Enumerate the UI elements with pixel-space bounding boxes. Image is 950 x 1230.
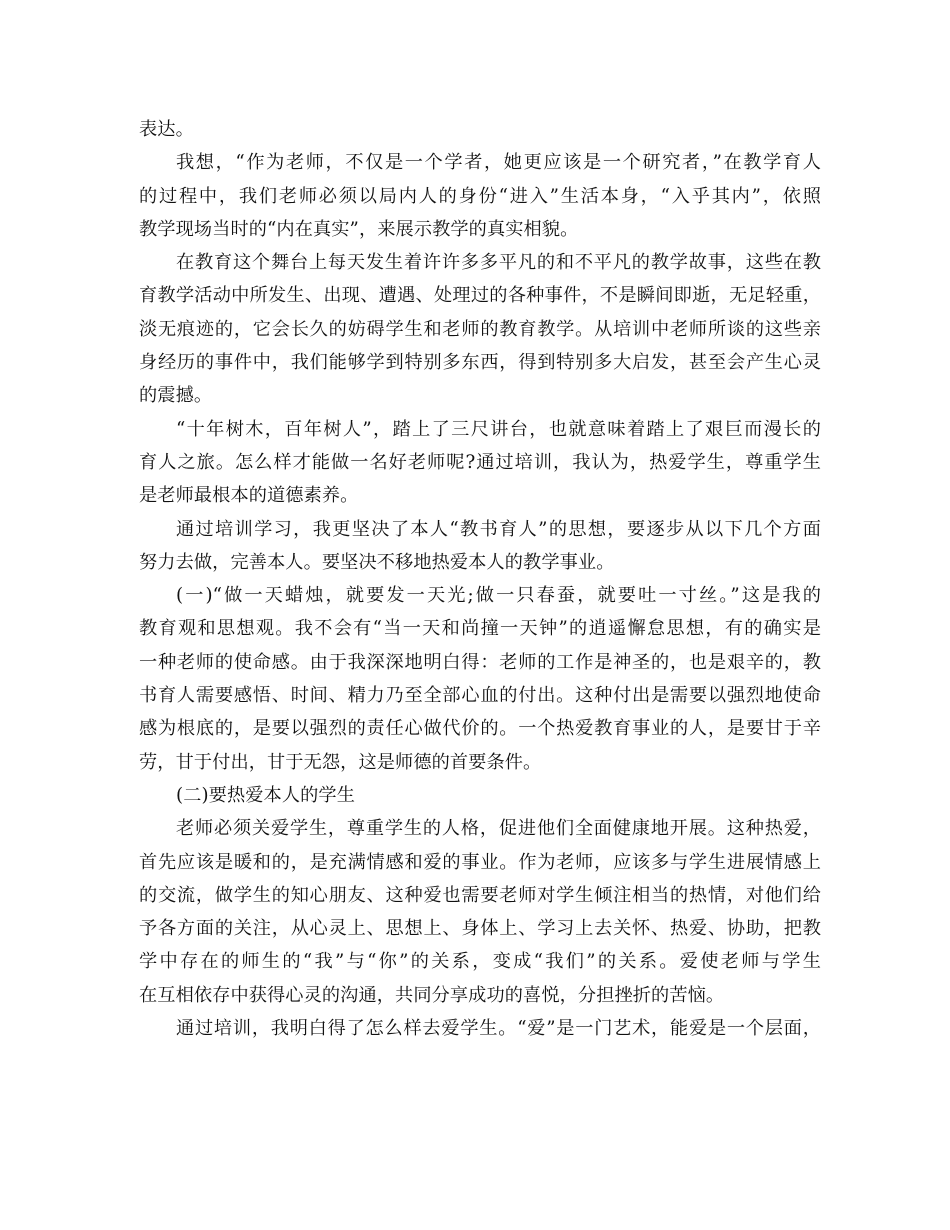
text-line: 努力去做，完善本人。要坚决不移地热爱本人的教学事业。 [139, 551, 615, 573]
document-body [139, 113, 821, 1045]
text-line: 育教学活动中所发生、出现、遭遇、处理过的各种事件，不是瞬间即逝，无足轻重， [139, 285, 821, 307]
text-line: 的震撼。 [139, 385, 213, 407]
text-line: 首先应该是暖和的，是充满情感和爱的事业。作为老师，应该多与学生进展情感上 [139, 851, 821, 873]
text-line: “十年树木，百年树人”，踏上了三尺讲台，也就意味着踏上了艰巨而漫长的 [176, 418, 821, 440]
text-line: 劳，甘于付出，甘于无怨，这是师德的首要条件。 [139, 751, 542, 773]
text-line: 感为根底的，是要以强烈的责任心做代价的。一个热爱教育事业的人，是要甘于辛 [139, 718, 821, 740]
text-line: 表达。 [139, 119, 194, 140]
text-line: 在互相依存中获得心灵的沟通，共同分享成功的喜悦，分担挫折的苦恼。 [139, 984, 725, 1006]
text-line: 学中存在的师生的“我”与“你”的关系，变成“我们”的关系。爱使老师与学生 [139, 951, 821, 973]
text-line: (一)“做一天蜡烛，就要发一天光;做一只春蚕，就要吐一寸丝。”这是我的 [176, 585, 821, 607]
text-line: 淡无痕迹的，它会长久的妨碍学生和老师的教育教学。从培训中老师所谈的这些亲 [139, 318, 821, 340]
text-line: 教学现场当时的“内在真实”，来展示教学的真实相貌。 [139, 218, 579, 240]
text-line: 老师必须关爱学生，尊重学生的人格，促进他们全面健康地开展。这种热爱， [176, 818, 821, 840]
text-line: 的过程中，我们老师必须以局内人的身份“进入”生活本身，“入乎其内”，依照 [139, 185, 821, 207]
text-line: 通过培训学习，我更坚决了本人“教书育人”的思想，要逐步从以下几个方面 [176, 518, 821, 540]
text-line: 一种老师的使命感。由于我深深地明白得：老师的工作是神圣的，也是艰辛的，教 [139, 651, 821, 673]
text-line: 我想，“作为老师，不仅是一个学者，她更应该是一个研究者，”在教学育人 [176, 152, 821, 174]
text-line: 的交流，做学生的知心朋友、这种爱也需要老师对学生倾注相当的热情，对他们给 [139, 884, 821, 906]
text-line: 通过培训，我明白得了怎么样去爱学生。“爱”是一门艺术，能爱是一个层面， [176, 1018, 821, 1040]
text-line: 育人之旅。怎么样才能做一名好老师呢?通过培训，我认为，热爱学生，尊重学生 [139, 451, 821, 473]
text-line: 教育观和思想观。我不会有“当一天和尚撞一天钟”的逍遥懈怠思想，有的确实是 [139, 618, 821, 640]
text-line: (二)要热爱本人的学生 [176, 784, 355, 806]
text-line: 予各方面的关注，从心灵上、思想上、身体上、学习上去关怀、热爱、协助，把教 [139, 918, 821, 940]
text-line: 在教育这个舞台上每天发生着许许多多平凡的和不平凡的教学故事，这些在教 [176, 252, 821, 274]
text-line: 身经历的事件中，我们能够学到特别多东西，得到特别多大启发，甚至会产生心灵 [139, 352, 821, 374]
text-line: 是老师最根本的道德素养。 [139, 485, 359, 507]
text-line: 书育人需要感悟、时间、精力乃至全部心血的付出。这种付出是需要以强烈地使命 [139, 685, 821, 707]
